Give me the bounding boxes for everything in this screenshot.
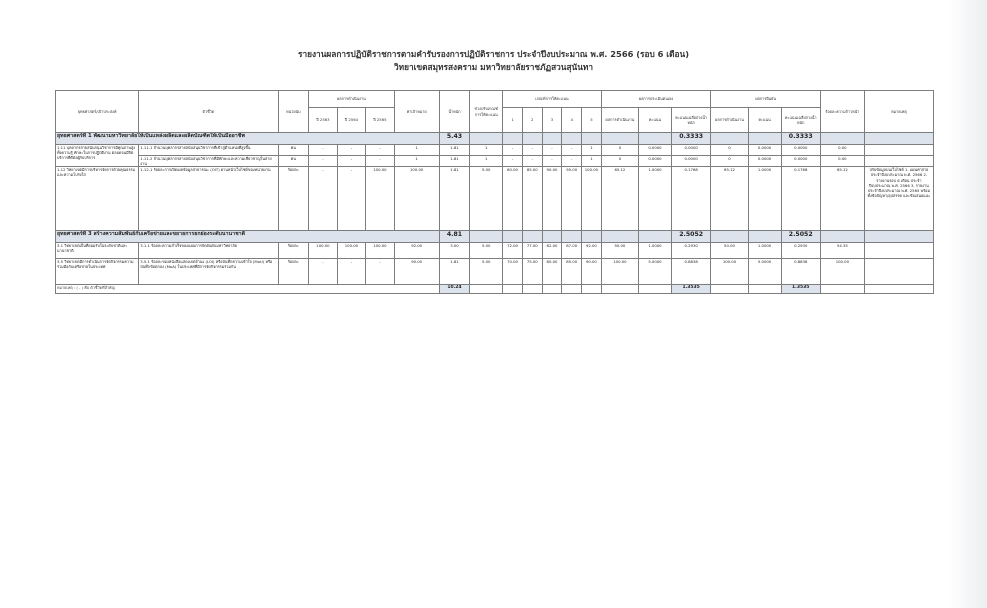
section-row — [56, 231, 934, 243]
cell-self-weighted: 0.0000 — [671, 145, 710, 156]
cell-c5: 92.00 — [582, 243, 602, 259]
header-c2: 2 — [522, 108, 542, 133]
section-row — [56, 133, 934, 145]
indicator-cell: 3.1.1 ร้อยละความสำเร็จของแผนการจัดอันดับมหาวิทยาลัย — [139, 243, 278, 259]
cell-c4: 85.00 — [562, 259, 582, 285]
cell-verify-result: 50.00 — [711, 243, 748, 259]
section-weight: 4.81 — [439, 231, 470, 243]
cell-y2564: - — [337, 259, 365, 285]
cell-c4: 95.00 — [562, 167, 582, 231]
cell-c3: 82.00 — [542, 243, 562, 259]
cell-c3: 80.00 — [542, 259, 562, 285]
cell-c1: 72.00 — [503, 243, 523, 259]
cell-verify-score: 5.0000 — [748, 259, 781, 285]
cell-y2563: - — [309, 259, 337, 285]
cell-y2563: - — [309, 145, 337, 156]
cell-self-score: 5.0000 — [639, 259, 672, 285]
cell-verify-score: 1.0000 — [748, 167, 781, 231]
page-edge-shade — [948, 0, 987, 608]
cell-interval: 1 — [470, 156, 503, 167]
unit-cell: คน — [278, 156, 309, 167]
cell-weight: 1.81 — [439, 167, 470, 231]
cell-self-result: 65.12 — [601, 167, 638, 231]
header-criteria-group: เกณฑ์การให้คะแนน — [503, 91, 602, 108]
cell-c5: 1 — [582, 145, 602, 156]
cell-self-score: 0.0000 — [639, 156, 672, 167]
cell-c4: 87.00 — [562, 243, 582, 259]
header-y2563: ปี 2563 — [309, 108, 337, 133]
report-subtitle: วิทยาเขตสมุทรสงคราม มหาวิทยาลัยราชภัฏสวนสุนันทา — [393, 62, 594, 72]
cell-interval: 5.00 — [470, 167, 503, 231]
cell-interval: 1 — [470, 145, 503, 156]
total-self-weighted: 1.3535 — [671, 285, 710, 294]
header-interval: ช่วงปรับเกณฑ์การให้คะแนน — [470, 91, 503, 133]
header-strategy: ยุทธศาสตร์/เป้าประสงค์ — [56, 91, 139, 133]
cell-c1: 80.00 — [503, 167, 523, 231]
cell-self-result: 0 — [601, 145, 638, 156]
table-row — [56, 259, 934, 285]
cell-c3: 90.00 — [542, 167, 562, 231]
cell-target: 92.00 — [394, 243, 439, 259]
cell-y2565: - — [366, 156, 395, 167]
header-assess-group: ผลการประเมินตนเอง — [601, 91, 711, 108]
cell-self-weighted: 0.1768 — [671, 167, 710, 231]
report-title: รายงานผลการปฏิบัติราชการตามคำรับรองการปฏิบัติราชการ ประจำปีงบประมาณ พ.ศ. 2566 (รอบ 6 เดือน) — [298, 49, 689, 59]
cell-c2: 75.00 — [522, 259, 542, 285]
cell-y2563: 100.00 — [309, 243, 337, 259]
cell-verify-result: 0 — [711, 145, 748, 156]
cell-progress: 54.35 — [820, 243, 864, 259]
table-row — [56, 156, 934, 167]
cell-interval: 5.00 — [470, 243, 503, 259]
cell-c1: - — [503, 156, 523, 167]
cell-verify-weighted: 0.1768 — [781, 167, 820, 231]
cell-c5: 100.00 — [582, 167, 602, 231]
cell-y2563: - — [309, 156, 337, 167]
section-self-weighted: 2.5052 — [671, 231, 710, 243]
section-verify-weighted: 2.5052 — [781, 231, 820, 243]
header-verify-score: คะแนน — [748, 108, 781, 133]
header-verify-group: ผลการยืนยัน — [711, 91, 821, 108]
header-y2564: ปี 2564 — [337, 108, 365, 133]
cell-target: 100.00 — [394, 167, 439, 231]
cell-remarks: ปรับข้อมูลบนเว็บไซต์ 1. แผนค่าจ่าย ประจำปีงบประมาณ พ.ศ. 2566 2. รายงานรอบ 6 เดือน ประจำปีงบประมาณ พ.ศ. 2566 3. รายงานประจำปีงบประมาณ พ.ศ. 2565 พร้อมทั้งข้อปัญหา/อุปสรรค และข้อเสนอแนะ — [864, 167, 933, 231]
goal-cell: 1.11 บุคลากรสายสนับสนุนวิชาการมีคุณภาพสูงทั้งความรู้ ทักษะในการปฏิบัติงาน ตลอดจนมีจิตบริการที่ดีต่อผู้รับบริการ — [56, 145, 139, 167]
cell-verify-result: 0 — [711, 156, 748, 167]
header-c5: 5 — [582, 108, 602, 133]
cell-remarks — [864, 243, 933, 259]
cell-verify-score: 0.0000 — [748, 145, 781, 156]
cell-interval: 5.00 — [470, 259, 503, 285]
unit-cell: ร้อยละ — [278, 243, 309, 259]
section-self-weighted: 0.3333 — [671, 133, 710, 145]
goal-cell: 3.5 วิทยาเขตมีการดำเนินการจัดกิจกรรมความร่วมมือกับเครือข่ายในประเทศ — [56, 259, 139, 285]
cell-weight: 1.81 — [439, 156, 470, 167]
goal-cell: 1.12 วิทยาเขตมีการบริหารจัดการด้วยคุณธรรมและความโปร่งใส — [56, 167, 139, 231]
section-name: ยุทธศาสตร์ที่ 3 สร้างความสัมพันธ์กับเครือข่ายและขยายการยกย่องระดับนานาชาติ — [56, 231, 440, 243]
cell-y2565: 100.00 — [366, 243, 395, 259]
cell-c2: - — [522, 156, 542, 167]
cell-y2564: - — [337, 167, 365, 231]
header-c3: 3 — [542, 108, 562, 133]
cell-weight: 1.81 — [439, 259, 470, 285]
cell-progress: 0.00 — [820, 156, 864, 167]
table-row — [56, 243, 934, 259]
report-table — [55, 90, 934, 294]
header-self-score: คะแนน — [639, 108, 672, 133]
cell-y2563: - — [309, 167, 337, 231]
cell-progress: 100.00 — [820, 259, 864, 285]
indicator-cell: 1.11.2 จำนวนบุคลากรสายสนับสนุนวิชาการที่มีทักษะและความเชี่ยวชาญในสายงาน — [139, 156, 278, 167]
header-verify-result: ผลการดำเนินงาน — [711, 108, 748, 133]
header-remarks: หมายเหตุ — [864, 91, 933, 133]
cell-self-score: 1.0000 — [639, 167, 672, 231]
unit-cell: คน — [278, 145, 309, 156]
cell-y2564: - — [337, 145, 365, 156]
cell-target: 90.00 — [394, 259, 439, 285]
cell-target: 1 — [394, 145, 439, 156]
table-row — [56, 145, 934, 156]
cell-c2: 85.00 — [522, 167, 542, 231]
footer-note: หมายเหตุ : ( - ) คือ ตัวชี้วัดที่สำคัญ — [56, 285, 440, 294]
unit-cell: ร้อยละ — [278, 259, 309, 285]
cell-c3: - — [542, 156, 562, 167]
cell-c1: - — [503, 145, 523, 156]
cell-progress: 65.12 — [820, 167, 864, 231]
cell-self-weighted: 0.2930 — [671, 243, 710, 259]
goal-cell: 3.1 วิทยาเขตเป็นที่ยอมรับในระดับชาติและนานาชาติ — [56, 243, 139, 259]
cell-c4: - — [562, 145, 582, 156]
cell-verify-weighted: 0.0000 — [781, 156, 820, 167]
header-c1: 1 — [503, 108, 523, 133]
cell-verify-weighted: 0.0000 — [781, 145, 820, 156]
cell-self-weighted: 0.8838 — [671, 259, 710, 285]
cell-y2564: - — [337, 156, 365, 167]
header-weight: น้ำหนัก — [439, 91, 470, 133]
header-target: ค่าเป้าหมาย — [394, 91, 439, 133]
header-self-result: ผลการดำเนินงาน — [601, 108, 638, 133]
header-y2565: ปี 2565 — [366, 108, 395, 133]
totals-row — [56, 285, 934, 294]
cell-c5: 90.00 — [582, 259, 602, 285]
table-row — [56, 167, 934, 231]
indicator-cell: 1.11.1 จำนวนบุคลากรสายสนับสนุนวิชาการที่เข้าสู่ตำแหน่งที่สูงขึ้น — [139, 145, 278, 156]
cell-y2564: 100.00 — [337, 243, 365, 259]
header-verify-weighted: คะแนนเฉลี่ยถ่วงน้ำหนัก — [781, 108, 820, 133]
cell-self-weighted: 0.0000 — [671, 156, 710, 167]
section-verify-weighted: 0.3333 — [781, 133, 820, 145]
indicator-cell: 1.12.1 ร้อยละการเปิดเผยข้อมูลสาธารณะ (OIT) ผ่านหน้าเว็บไซต์ของหน่วยงาน — [139, 167, 278, 231]
cell-verify-result: 100.00 — [711, 259, 748, 285]
section-name: ยุทธศาสตร์ที่ 1 พัฒนามหาวิทยาลัยให้เป็นแหล่งผลิตและผลิตบัณฑิตให้เป็นมืออาชีพ — [56, 133, 440, 145]
cell-progress: 0.00 — [820, 145, 864, 156]
cell-weight: 1.81 — [439, 145, 470, 156]
section-weight: 5.43 — [439, 133, 470, 145]
unit-cell: ร้อยละ — [278, 167, 309, 231]
cell-remarks — [864, 156, 933, 167]
cell-self-score: 1.0000 — [639, 243, 672, 259]
header-results-group: ผลการดำเนินงาน — [309, 91, 394, 108]
cell-c2: 77.00 — [522, 243, 542, 259]
cell-verify-result: 65.12 — [711, 167, 748, 231]
cell-self-result: 100.00 — [601, 259, 638, 285]
header-unit: หน่วยนับ — [278, 91, 309, 133]
total-verify-weighted: 1.3535 — [781, 285, 820, 294]
cell-y2565: 100.00 — [366, 167, 395, 231]
cell-self-result: 0 — [601, 156, 638, 167]
total-weight: 10.24 — [439, 285, 470, 294]
header-self-weighted: คะแนนเฉลี่ยถ่วงน้ำหนัก — [671, 108, 710, 133]
indicator-cell: 3.5.1 ร้อยละของหนังสือแสดงเจตจำนง (LOI) หรือบันทึกความเข้าใจ (MoU) หรือบันทึกข้อตกลง (MoA) ในประเทศที่มีการจัดกิจกรรมร่วมกัน — [139, 259, 278, 285]
cell-remarks — [864, 259, 933, 285]
cell-verify-score: 1.0000 — [748, 243, 781, 259]
header-indicator: ตัวชี้วัด — [139, 91, 278, 133]
cell-verify-weighted: 0.8838 — [781, 259, 820, 285]
cell-verify-score: 0.0000 — [748, 156, 781, 167]
cell-verify-weighted: 0.2930 — [781, 243, 820, 259]
cell-c4: - — [562, 156, 582, 167]
cell-target: 1 — [394, 156, 439, 167]
cell-c5: 1 — [582, 156, 602, 167]
cell-self-result: 50.00 — [601, 243, 638, 259]
cell-y2565: - — [366, 259, 395, 285]
cell-c1: 70.00 — [503, 259, 523, 285]
cell-weight: 3.00 — [439, 243, 470, 259]
header-progress: ร้อยละความก้าวหน้า — [820, 91, 864, 133]
cell-c3: - — [542, 145, 562, 156]
header-c4: 4 — [562, 108, 582, 133]
cell-self-score: 0.0000 — [639, 145, 672, 156]
cell-y2565: - — [366, 145, 395, 156]
cell-remarks — [864, 145, 933, 156]
cell-c2: - — [522, 145, 542, 156]
